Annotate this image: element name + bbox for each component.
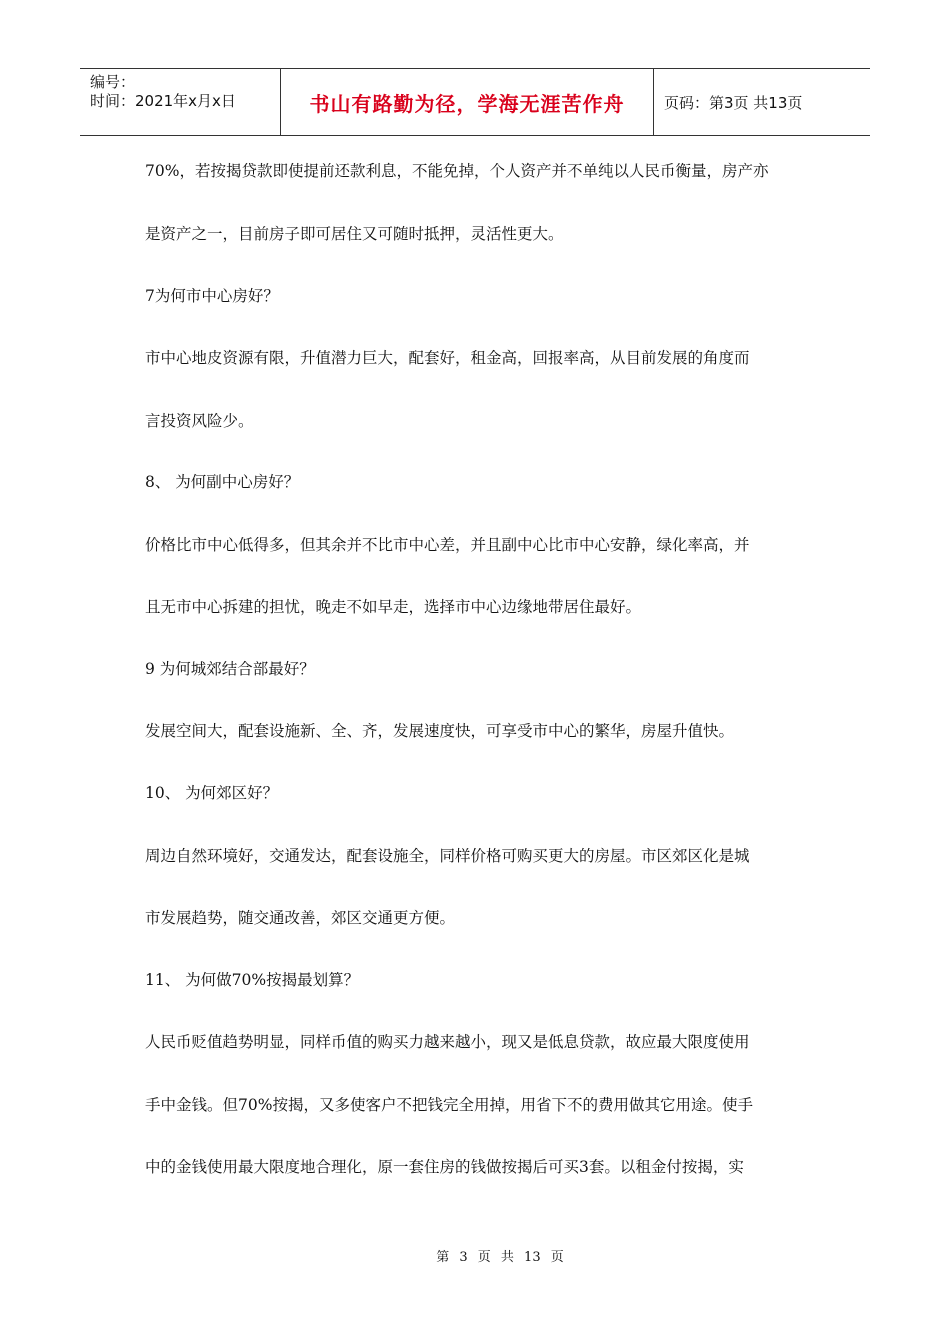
body-line: 市中心地皮资源有限，升值潜力巨大，配套好，租金高，回报率高，从目前发展的角度而 bbox=[145, 349, 750, 367]
header-page-info: 页码：第3页 共13页 bbox=[664, 93, 803, 112]
document-number-label: 编号： bbox=[90, 73, 136, 91]
section-heading: 9 为何城郊结合部最好？ bbox=[145, 660, 315, 678]
body-line: 发展空间大，配套设施新、全、齐，发展速度快，可享受市中心的繁华，房屋升值快。 bbox=[145, 722, 735, 740]
header-motto: 书山有路勤为径，学海无涯苦作舟 bbox=[281, 69, 654, 135]
section-heading: 10、 为何郊区好？ bbox=[145, 784, 279, 802]
body-line: 70%，若按揭贷款即使提前还款利息，不能免掉，个人资产并不单纯以人民币衡量，房产亦 bbox=[145, 162, 769, 180]
body-line: 且无市中心拆建的担忧，晚走不如早走，选择市中心边缘地带居住最好。 bbox=[145, 598, 642, 616]
body-line: 周边自然环境好，交通发达，配套设施全，同样价格可购买更大的房屋。市区郊区化是城 bbox=[145, 847, 750, 865]
body-line: 市发展趋势，随交通改善，郊区交通更方便。 bbox=[145, 909, 456, 927]
body-line: 价格比市中心低得多，但其余并不比市中心差，并且副中心比市中心安静，绿化率高，并 bbox=[145, 536, 750, 554]
section-heading: 7为何市中心房好？ bbox=[145, 287, 279, 305]
document-time-label: 时间：2021年x月x日 bbox=[90, 92, 236, 110]
body-line: 人民币贬值趋势明显，同样币值的购买力越来越小，现又是低息贷款，故应最大限度使用 bbox=[145, 1033, 750, 1051]
body-line: 手中金钱。但70%按揭，又多使客户不把钱完全用掉，用省下不的费用做其它用途。使手 bbox=[145, 1096, 753, 1114]
body-line: 是资产之一，目前房子即可居住又可随时抵押，灵活性更大。 bbox=[145, 225, 564, 243]
header-meta bbox=[80, 69, 281, 135]
document-header bbox=[80, 68, 870, 136]
section-heading: 11、 为何做70%按揭最划算？ bbox=[145, 971, 360, 989]
body-line: 中的金钱使用最大限度地合理化，原一套住房的钱做按揭后可买3套。以租金付按揭，实 bbox=[145, 1158, 744, 1176]
page-footer: 第 3 页 共 13 页 bbox=[436, 1250, 564, 1265]
body-line: 言投资风险少。 bbox=[145, 412, 254, 430]
section-heading: 8、 为何副中心房好？ bbox=[145, 473, 300, 491]
